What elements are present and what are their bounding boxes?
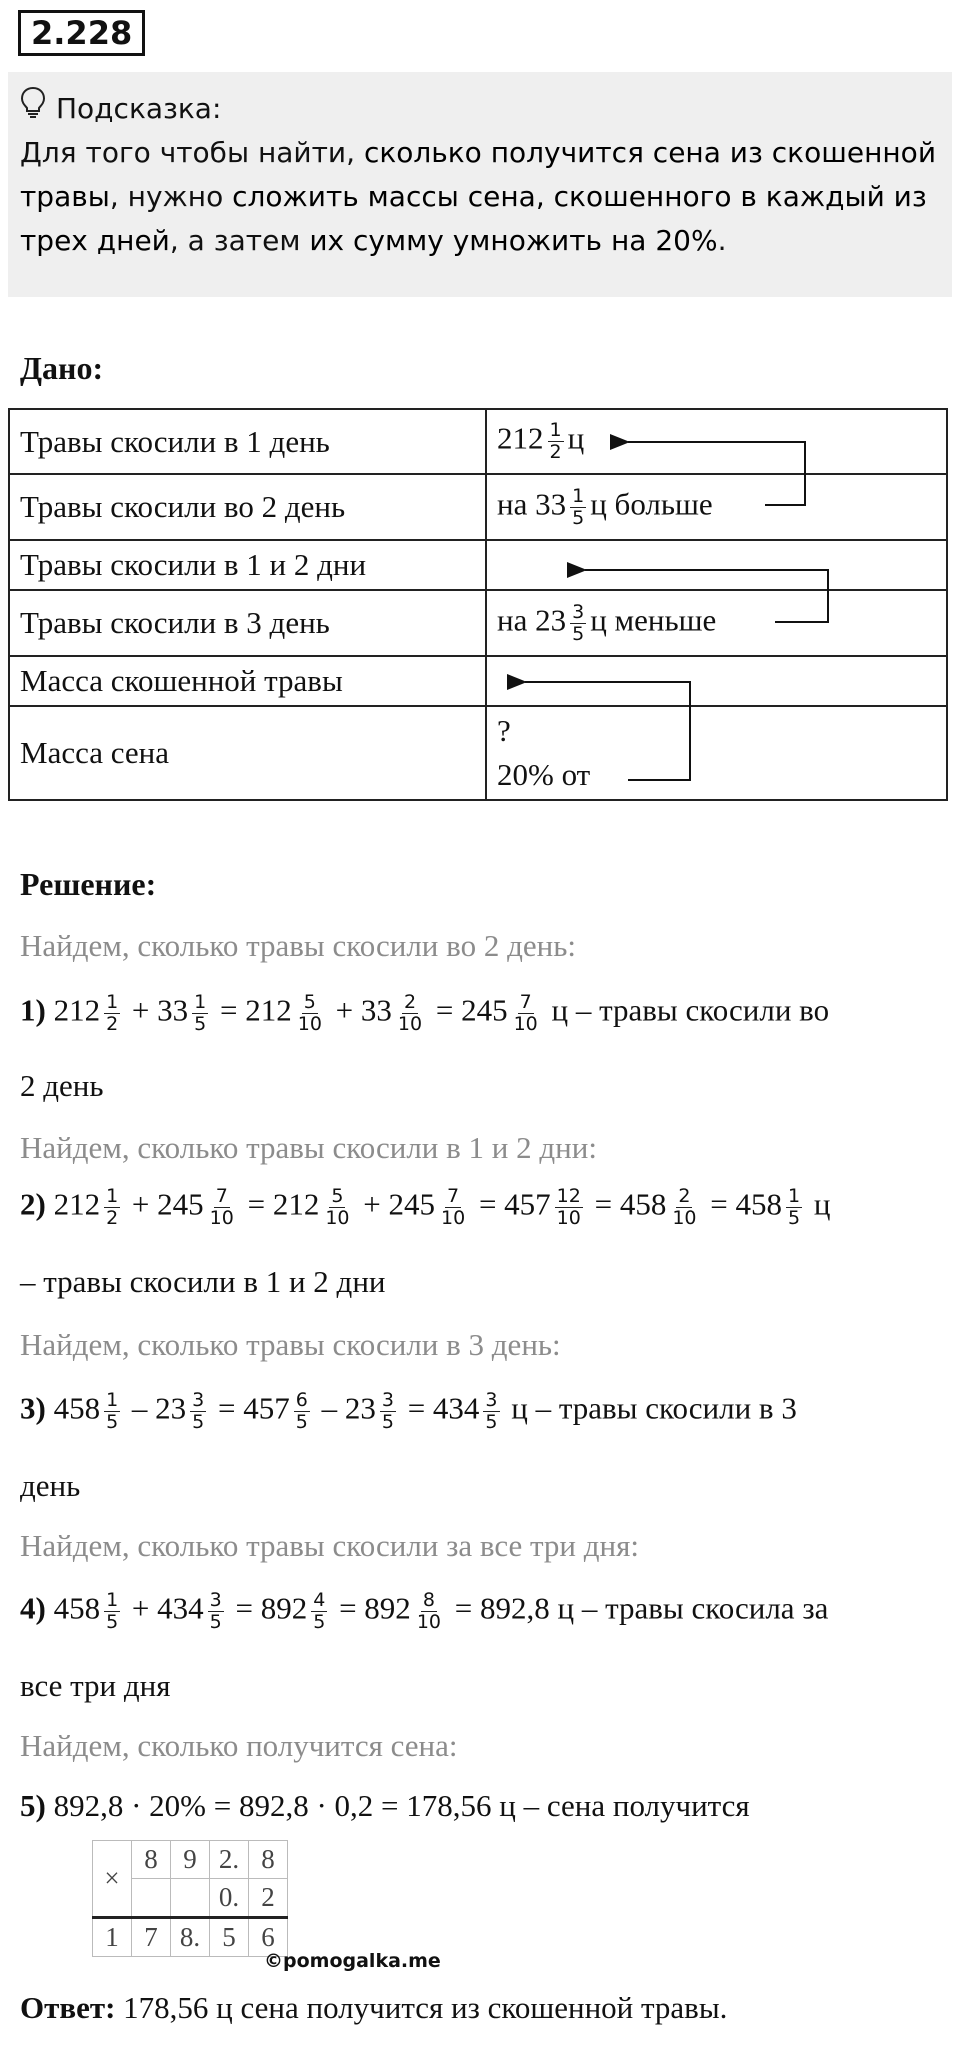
hint-part: , нужно [109,180,233,213]
step-3-continued: день [20,1468,81,1503]
mult-cell: 2. [210,1841,249,1879]
numerator: 3 [485,1389,498,1411]
mult-cell: 0. [210,1879,249,1918]
denominator: 5 [295,1411,308,1433]
denominator: 5 [192,1411,205,1433]
step-4-continued: все три дня [20,1668,171,1703]
term: = 457 [478,1186,551,1222]
term: = 458 [710,1186,783,1222]
term: – 23 [321,1390,376,1426]
denominator: 10 [672,1207,697,1229]
denominator: 5 [572,622,585,645]
hint-title: Подсказка: [56,91,222,125]
numerator: 6 [295,1389,308,1411]
hint-part: . [717,224,727,257]
mult-cell: 8. [171,1918,210,1957]
given-row [9,474,947,540]
fraction [570,486,586,529]
term: = 434 [407,1390,480,1426]
step-expression: 892,8 · 20% = 892,8 · 0,2 = 178,56 ц – сена получится [53,1788,750,1823]
given-label: Масса сена [9,706,486,800]
fraction [786,1186,802,1229]
denominator: 2 [106,1207,119,1229]
fraction [190,1390,206,1433]
step-comment: ц – травы скосили в 3 [511,1390,797,1426]
multiply-sign: × [93,1841,132,1918]
mult-cell [171,1879,210,1918]
column-multiplication [92,1840,288,1957]
fraction [555,1186,583,1229]
denominator: 10 [416,1611,441,1633]
denominator: 10 [513,1013,538,1035]
numerator: 3 [192,1389,205,1411]
solution-heading: Решение: [20,866,157,902]
numerator: 1 [106,991,119,1013]
fraction [104,1390,120,1433]
fraction [380,1390,396,1433]
step-comment: ц – травы скосили во [551,992,830,1028]
mult-row [93,1841,288,1879]
given-value [486,474,947,540]
step-intro: Найдем, сколько травы скосили в 1 и 2 дни: [20,1130,597,1165]
numerator: 3 [572,600,585,623]
problem-number: 2.228 [18,10,145,56]
denominator: 10 [441,1207,466,1229]
denominator: 10 [297,1013,322,1035]
value-unit: ц меньше [590,602,717,638]
fraction [104,1590,120,1633]
numerator: 7 [447,1185,460,1207]
step-number: 2) [20,1186,46,1222]
fraction [483,1390,499,1433]
step-comment: = 892,8 ц – травы скосила за [454,1590,829,1626]
denominator: 10 [556,1207,581,1229]
term: = 892 [339,1590,411,1626]
term: = 212 [220,992,292,1028]
denominator: 5 [194,1013,207,1035]
term: + 33 [335,992,392,1028]
numerator: 3 [209,1589,222,1611]
given-label: Травы скосили во 2 день [9,474,486,540]
given-heading: Дано: [20,350,104,386]
step-number: 3) [20,1390,46,1426]
step-3 [20,1390,797,1433]
fraction [323,1186,351,1229]
term: = 458 [594,1186,667,1222]
numerator: 7 [519,991,532,1013]
mult-result-row [93,1918,288,1957]
hint-part-bold: сложить массы сена, скошенного в каждый из трех дней [20,180,927,257]
mult-cell [132,1879,171,1918]
term: = 892 [235,1590,308,1626]
given-label: Масса скошенной травы [9,656,486,706]
numerator: 7 [215,1185,228,1207]
fraction [415,1590,443,1633]
numerator: 2 [678,1185,691,1207]
step-intro: Найдем, сколько травы скосили в 3 день: [20,1327,561,1362]
step-number: 5) [20,1788,46,1823]
denominator: 10 [397,1013,423,1035]
denominator: 2 [549,441,562,463]
denominator: 5 [572,506,585,529]
term: 212 [53,1186,101,1222]
hint-part: , а затем [169,224,310,257]
fraction [311,1590,327,1633]
step-intro: Найдем, сколько травы скосили во 2 день: [20,928,576,963]
given-row [9,656,947,706]
denominator: 10 [325,1207,350,1229]
term: – 23 [131,1390,187,1426]
denominator: 10 [209,1207,234,1229]
given-value [486,409,947,474]
denominator: 5 [209,1611,222,1633]
denominator: 5 [106,1611,119,1633]
hint-header [20,86,940,131]
hint-text [20,131,940,263]
numerator: 1 [106,1185,119,1207]
percent-of: 20% от [497,757,591,792]
mult-cell: 9 [171,1841,210,1879]
given-value [486,706,947,800]
fraction [570,602,586,645]
term: 458 [53,1390,101,1426]
fraction [296,992,324,1035]
unit: ц [813,1186,831,1222]
fraction [208,1186,236,1229]
hint-part-bold: сколько получится сена из скошенной травы [20,136,937,213]
watermark: ©pomogalka.me [264,1950,441,1972]
given-table [8,408,948,801]
term: + 33 [131,992,189,1028]
term: = 212 [247,1186,320,1222]
denominator: 5 [381,1411,394,1433]
value-whole: на 23 [497,602,567,638]
numerator: 1 [572,484,585,507]
given-row [9,540,947,590]
given-value [486,590,947,656]
term: + 245 [363,1186,435,1222]
numerator: 1 [106,1589,119,1611]
term: + 434 [131,1590,204,1626]
numerator: 1 [549,419,562,441]
mult-cell: 7 [132,1918,171,1957]
value-unit: ц больше [590,486,713,522]
numerator: 1 [788,1185,801,1207]
term: = 457 [218,1390,290,1426]
given-row [9,409,947,474]
numerator: 5 [303,991,316,1013]
step-2 [20,1186,830,1229]
fraction [396,992,424,1035]
step-1-continued: 2 день [20,1068,104,1103]
given-value [486,540,947,590]
value-whole: 212 [497,420,544,456]
hint-box [8,72,952,297]
denominator: 5 [485,1411,498,1433]
answer [20,1990,727,2026]
unknown-mark: ? [497,713,511,748]
given-row [9,706,947,800]
term: 458 [53,1590,101,1626]
fraction [104,992,120,1035]
mult-cell: 6 [249,1918,288,1957]
step-1 [20,992,829,1035]
term: 212 [53,992,101,1028]
fraction [192,992,208,1035]
step-4 [20,1590,828,1633]
numerator: 5 [331,1185,344,1207]
numerator: 8 [422,1589,435,1611]
fraction [208,1590,224,1633]
numerator: 12 [556,1185,581,1207]
numerator: 1 [106,1389,119,1411]
denominator: 5 [788,1207,801,1229]
given-row [9,590,947,656]
hint-part-bold: их сумму умножить на 20% [309,224,718,257]
answer-label: Ответ: [20,1990,116,2025]
numerator: 3 [381,1389,394,1411]
hint-part: Для того чтобы найти, [20,136,364,169]
given-label: Травы скосили в 1 и 2 дни [9,540,486,590]
value-unit: ц [567,420,585,456]
step-5 [20,1788,750,1824]
denominator: 5 [106,1411,119,1433]
fraction [294,1390,310,1433]
step-2-continued: – травы скосили в 1 и 2 дни [20,1264,386,1299]
lightbulb-icon [20,86,46,131]
step-intro: Найдем, сколько получится сена: [20,1728,458,1763]
fraction [670,1186,698,1229]
mult-cell: 8 [249,1841,288,1879]
denominator: 2 [106,1013,119,1035]
given-label: Травы скосили в 3 день [9,590,486,656]
numerator: 1 [194,991,207,1013]
term: = 245 [435,992,508,1028]
step-intro: Найдем, сколько травы скосили за все три дня: [20,1528,640,1563]
step-number: 1) [20,992,46,1028]
step-number: 4) [20,1590,46,1626]
fraction [104,1186,120,1229]
answer-text: 178,56 ц сена получится из скошенной травы. [115,1990,728,2025]
given-value [486,656,947,706]
fraction [439,1186,467,1229]
value-whole: на 33 [497,486,567,522]
numerator: 2 [403,991,417,1013]
given-label: Травы скосили в 1 день [9,409,486,474]
fraction [548,420,564,463]
term: + 245 [131,1186,204,1222]
mult-cell: 2 [249,1879,288,1918]
fraction [512,992,540,1035]
mult-cell: 5 [210,1918,249,1957]
numerator: 4 [313,1589,326,1611]
mult-cell: 1 [93,1918,132,1957]
denominator: 5 [313,1611,326,1633]
mult-cell: 8 [132,1841,171,1879]
